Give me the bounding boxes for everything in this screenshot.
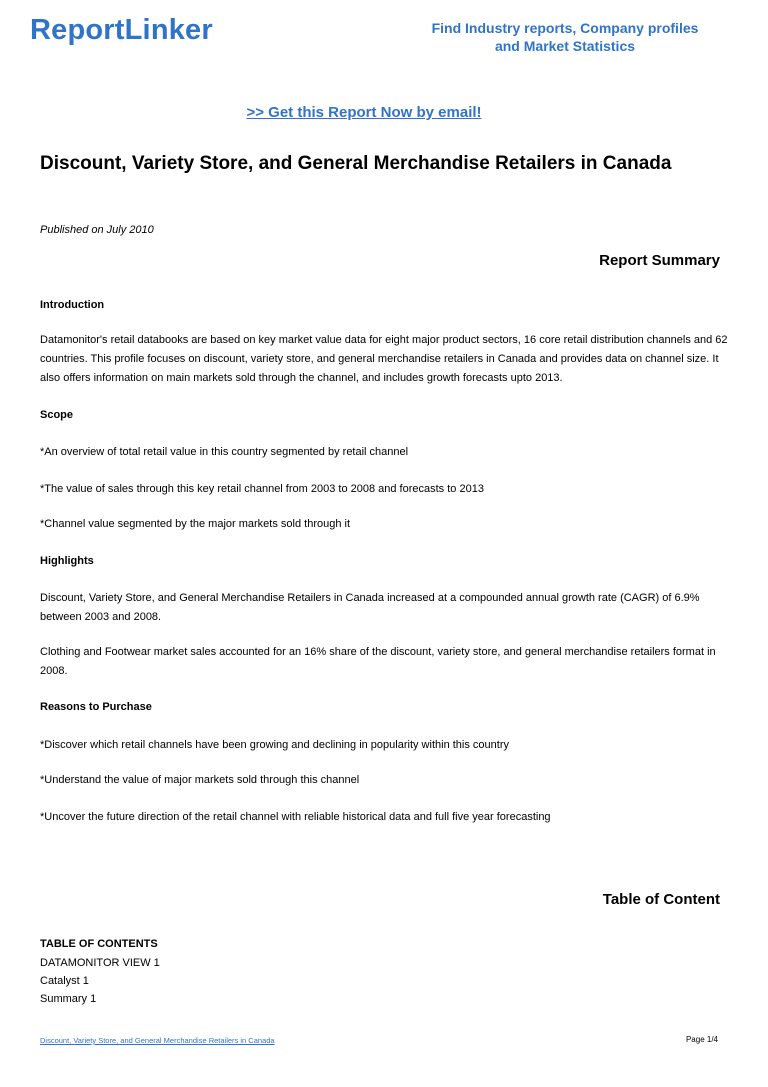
scope-item: *Channel value segmented by the major markets sold through it [40, 518, 351, 530]
highlight-item: Discount, Variety Store, and General Merchandise Retailers in Canada increased at a compounded annual growth rate (CAGR) of 6.9% between 2003 and 2008. [40, 592, 700, 623]
toc-line: TABLE OF CONTENTS [40, 938, 158, 950]
toc-line: Catalyst 1 [40, 975, 89, 987]
reason-item: *Understand the value of major markets sold through this channel [40, 774, 360, 786]
tagline-line-2: and Market Statistics [494, 38, 636, 54]
report-title: Discount, Variety Store, and General Merchandise Retailers in Canada [40, 153, 672, 174]
footer-report-link[interactable]: Discount, Variety Store, and General Merchandise Retailers in Canada [40, 1036, 275, 1045]
header-tagline [400, 19, 730, 55]
report-summary-heading: Report Summary [599, 252, 720, 269]
published-date: Published on July 2010 [40, 224, 154, 236]
toc-line: DATAMONITOR VIEW 1 [40, 957, 160, 969]
reason-item: *Uncover the future direction of the retail channel with reliable historical data and full five year forecasting [40, 811, 551, 823]
reasons-heading: Reasons to Purchase [40, 701, 152, 713]
tagline-line-1: Find Industry reports, Company profiles [431, 20, 699, 36]
toc-line: Summary 1 [40, 993, 97, 1005]
highlights-heading: Highlights [40, 555, 94, 567]
scope-item: *An overview of total retail value in this country segmented by retail channel [40, 446, 409, 458]
introduction-heading: Introduction [40, 299, 105, 311]
reportlinker-logo[interactable]: ReportLinker [30, 14, 213, 46]
introduction-paragraph: Datamonitor's retail databooks are based on key market value data for eight major product sectors, 16 core retail distribution channels and 62 countries. This profile focuses on discount, variety store, and general merchandise retailers in Canada and provides data on channel size. It also offers information on main markets sold through the channel, and includes growth forecasts upto 2013. [40, 334, 728, 384]
get-report-email-link[interactable]: >> Get this Report Now by email! [246, 104, 482, 121]
table-of-content-heading: Table of Content [602, 891, 720, 908]
scope-item: *The value of sales through this key retail channel from 2003 to 2008 and forecasts to 2013 [40, 483, 484, 495]
reason-item: *Discover which retail channels have been growing and declining in popularity within this country [40, 739, 509, 751]
scope-heading: Scope [40, 409, 74, 421]
highlight-item: Clothing and Footwear market sales accounted for an 16% share of the discount, variety store, and general merchandise retailers format in 2008. [40, 646, 716, 677]
page-number: Page 1/4 [685, 1035, 718, 1044]
